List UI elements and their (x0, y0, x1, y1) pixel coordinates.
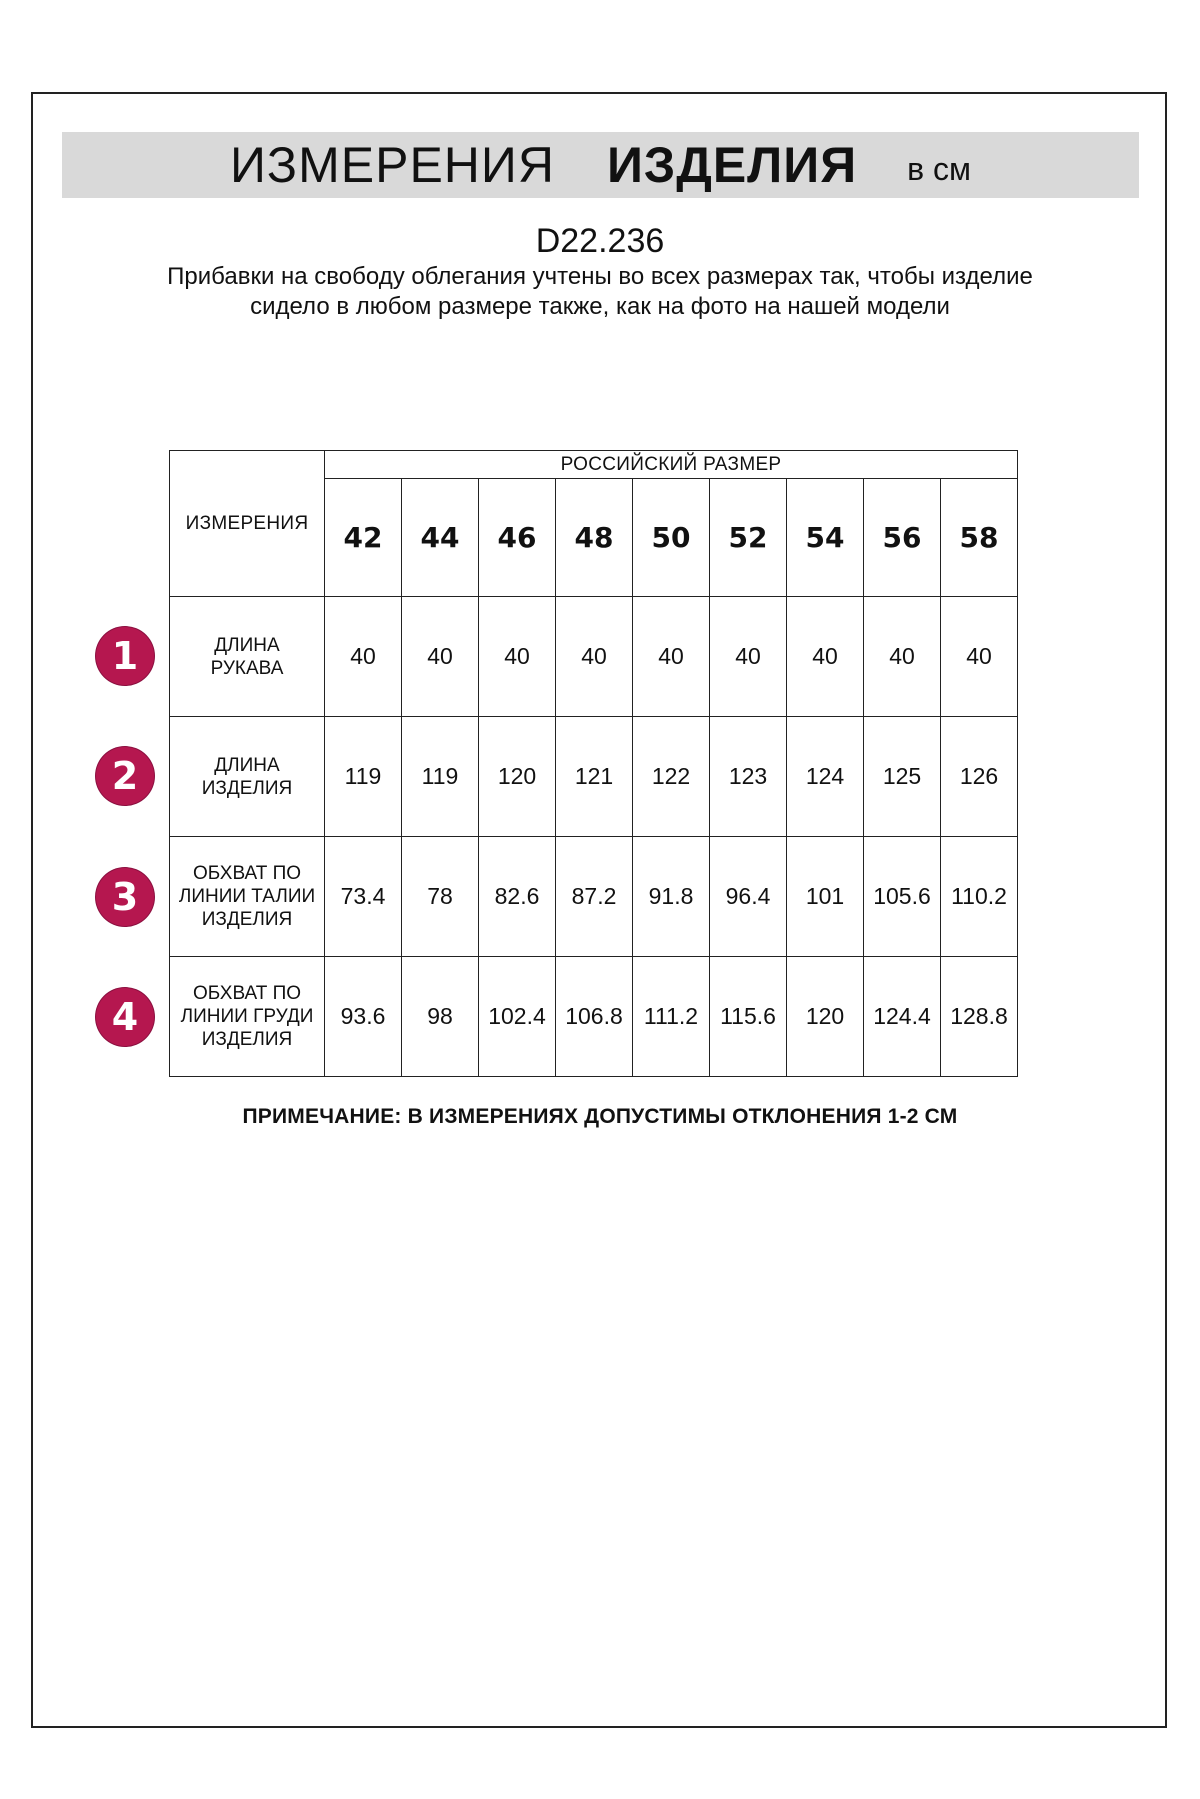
row-label-line: ОБХВАТ ПО (192, 863, 302, 884)
row-label-line: ДЛИНА (214, 634, 280, 656)
title-unit: в см (907, 150, 972, 187)
measurements-header: ИЗМЕРЕНИЯ (170, 451, 325, 597)
table-cell: 126 (941, 717, 1018, 837)
table-cell: 122 (633, 717, 710, 837)
size-header: 44 (402, 479, 479, 597)
table-cell: 40 (325, 597, 402, 717)
row-label-line: ИЗДЕЛИЯ (201, 909, 293, 930)
size-header: 50 (633, 479, 710, 597)
table-cell: 91.8 (633, 837, 710, 957)
table-cell: 124 (787, 717, 864, 837)
table-cell: 102.4 (479, 957, 556, 1077)
fit-note: Прибавки на свободу облегания учтены во всех размерах так, чтобы изделие сидело в любом размере также, как на фото на нашей модели (167, 263, 1033, 320)
table-cell: 40 (479, 597, 556, 717)
size-header: 48 (556, 479, 633, 597)
size-header: 54 (787, 479, 864, 597)
table-row (170, 717, 1018, 837)
table-cell: 120 (787, 957, 864, 1077)
table-cell: 123 (710, 717, 787, 837)
table-cell: 73.4 (325, 837, 402, 957)
row-number-badge: 4 (96, 988, 154, 1046)
table-row (170, 597, 1018, 717)
row-label-line: ЛИНИИ ТАЛИИ (178, 886, 316, 907)
row-label-line: ИЗДЕЛИЯ (201, 1029, 293, 1050)
table-cell: 40 (941, 597, 1018, 717)
table-cell: 40 (556, 597, 633, 717)
row-label (170, 957, 325, 1077)
table-cell: 96.4 (710, 837, 787, 957)
table-cell: 111.2 (633, 957, 710, 1077)
table-cell: 119 (402, 717, 479, 837)
size-table (169, 450, 1018, 1077)
product-code: D22.236 (535, 222, 665, 260)
table-cell: 125 (864, 717, 941, 837)
size-header: 42 (325, 479, 402, 597)
row-label-line: ОБХВАТ ПО (192, 983, 302, 1004)
table-cell: 121 (556, 717, 633, 837)
row-number-badge: 3 (96, 868, 154, 926)
table-cell: 40 (633, 597, 710, 717)
table-cell: 40 (864, 597, 941, 717)
row-number-badge: 2 (96, 747, 154, 805)
table-cell: 110.2 (941, 837, 1018, 957)
table-cell: 40 (787, 597, 864, 717)
size-header: 52 (710, 479, 787, 597)
footnote: ПРИМЕЧАНИЕ: В ИЗМЕРЕНИЯХ ДОПУСТИМЫ ОТКЛОНЕНИЯ 1-2 СМ (242, 1105, 958, 1128)
row-label-line: ЛИНИИ ГРУДИ (180, 1006, 314, 1027)
table-cell: 78 (402, 837, 479, 957)
row-label (170, 717, 325, 837)
row-number-badge: 1 (96, 627, 154, 685)
title-bold: ИЗДЕЛИЯ (606, 137, 858, 193)
size-header: 46 (479, 479, 556, 597)
table-cell: 119 (325, 717, 402, 837)
table-cell: 124.4 (864, 957, 941, 1077)
table-cell: 87.2 (556, 837, 633, 957)
row-label-line: ИЗДЕЛИЯ (201, 777, 293, 799)
row-label-line: РУКАВА (210, 657, 284, 679)
size-header: 56 (864, 479, 941, 597)
table-cell: 40 (402, 597, 479, 717)
table-cell: 98 (402, 957, 479, 1077)
size-group-header: РОССИЙСКИЙ РАЗМЕР (325, 451, 1018, 479)
title-banner (62, 132, 1139, 198)
table-row (170, 957, 1018, 1077)
title-regular: ИЗМЕРЕНИЯ (229, 137, 555, 193)
table-row (170, 837, 1018, 957)
table-cell: 40 (710, 597, 787, 717)
table-cell: 115.6 (710, 957, 787, 1077)
table-cell: 106.8 (556, 957, 633, 1077)
table-cell: 105.6 (864, 837, 941, 957)
table-cell: 128.8 (941, 957, 1018, 1077)
row-label (170, 597, 325, 717)
table-cell: 101 (787, 837, 864, 957)
row-label (170, 837, 325, 957)
size-header: 58 (941, 479, 1018, 597)
table-cell: 82.6 (479, 837, 556, 957)
row-label-line: ДЛИНА (214, 754, 280, 776)
table-cell: 120 (479, 717, 556, 837)
table-cell: 93.6 (325, 957, 402, 1077)
